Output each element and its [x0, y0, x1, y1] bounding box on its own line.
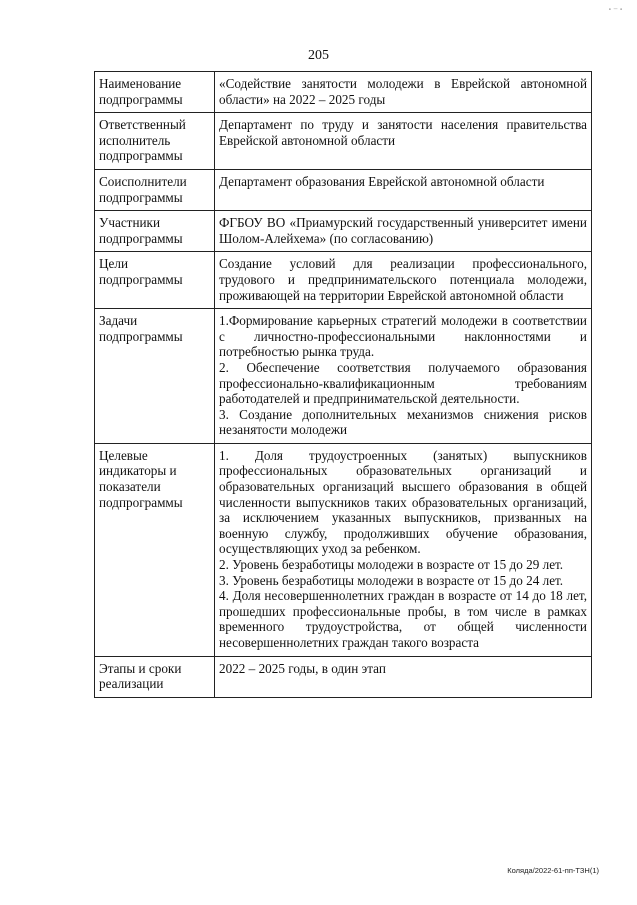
- value-paragraph: Департамент образования Еврейской автономной области: [219, 173, 545, 189]
- row-label: Участники подпрограммы: [95, 211, 215, 252]
- row-value: [215, 309, 592, 444]
- table-row: [95, 309, 592, 444]
- subprogram-passport-table: [94, 71, 592, 698]
- page-number: 205: [308, 48, 329, 63]
- table-row: [95, 656, 592, 697]
- table-row: [95, 252, 592, 309]
- row-value: [215, 443, 592, 656]
- corner-mark: ∙ ─ ∙: [608, 6, 623, 13]
- row-label: Этапы и сроки реализации: [95, 656, 215, 697]
- table-row: [95, 443, 592, 656]
- value-paragraph: Создание условий для реализации профессионального, трудового и предпринимательского потенциала молодежи, проживающей на территории Еврейской автономной области: [219, 256, 587, 303]
- row-label: Целевые индикаторы и показатели подпрограммы: [95, 443, 215, 656]
- row-value: [215, 656, 592, 697]
- row-value: [215, 211, 592, 252]
- row-value: [215, 252, 592, 309]
- value-paragraph: 3. Создание дополнительных механизмов снижения рисков незанятости молодежи: [219, 406, 587, 438]
- value-paragraph: 4. Доля несовершеннолетних граждан в возрасте от 14 до 18 лет, прошедших профессиональные пробы, в том числе в рамках временного трудоустройства, от общей численности несовершеннолетних граждан такого возраста: [219, 588, 587, 650]
- table-row: [95, 211, 592, 252]
- value-paragraph: 2. Обеспечение соответствия получаемого образования профессионально-квалификационным требованиям работодателей и предпринимательской деятельности.: [219, 359, 587, 407]
- row-label: Соисполнители подпрограммы: [95, 169, 215, 210]
- row-label: Ответственный исполнитель подпрограммы: [95, 113, 215, 170]
- row-value: [215, 113, 592, 170]
- table-row: [95, 169, 592, 210]
- value-paragraph: 2022 – 2025 годы, в один этап: [219, 660, 386, 676]
- row-label: Задачи подпрограммы: [95, 309, 215, 444]
- value-paragraph: Департамент по труду и занятости населения правительства Еврейской автономной области: [219, 117, 587, 148]
- row-label: Цели подпрограммы: [95, 252, 215, 309]
- table-row: [95, 72, 592, 113]
- value-paragraph: 1. Доля трудоустроенных (занятых) выпускников профессиональных образовательных организаций и образовательных организаций высшего образования в общей численности выпускников таких образовательных организаций, за исключением указанных выпускников, призванных на военную службу, продолживших обучение образования, осуществляющих уход за ребенком.: [219, 447, 587, 557]
- value-paragraph: 2. Уровень безработицы молодежи в возрасте от 15 до 29 лет.: [219, 557, 564, 573]
- table-row: [95, 113, 592, 170]
- row-label: Наименование подпрограммы: [95, 72, 215, 113]
- row-value: [215, 72, 592, 113]
- document-code: Коляда/2022-61-пп-ТЗН(1): [507, 866, 599, 875]
- row-value: [215, 169, 592, 210]
- value-paragraph: 3. Уровень безработицы молодежи в возрасте от 15 до 24 лет.: [219, 572, 564, 588]
- value-paragraph: «Содействие занятости молодежи в Еврейской автономной области» на 2022 – 2025 годы: [219, 76, 587, 107]
- value-paragraph: 1.Формирование карьерных стратегий молодежи в соответствии с личностно-профессиональными наклонностями и потребностью рынка труда.: [219, 313, 587, 360]
- value-paragraph: ФГБОУ ВО «Приамурский государственный университет имени Шолом-Алейхема» (по согласованию): [219, 215, 587, 246]
